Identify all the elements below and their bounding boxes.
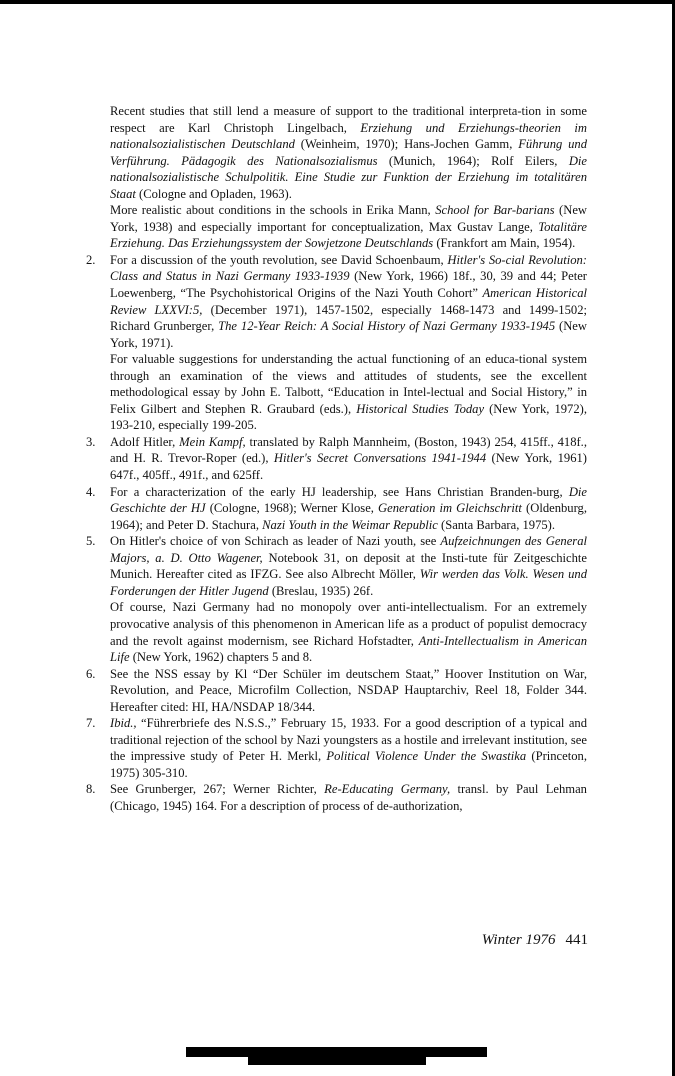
text-segment: (Frankfort am Main, 1954). [433,236,576,251]
footnote-body [110,666,587,716]
footnote-paragraph [110,666,587,716]
text-segment: For a discussion of the youth revolution, see David Schoenbaum, [110,252,448,267]
footnotes-section [86,103,587,815]
text-segment: (Princeton, 1975) 305-310. [110,749,587,780]
text-segment: (Santa Barbara, 1975). [437,517,556,532]
text-segment: On Hitler's choice of von Schirach as leader of Nazi youth, see [110,534,441,549]
italic-title: Anti-Intellectualism in American Life [110,633,587,665]
text-segment: (New York, 1938) and especially important for conceptualization, Max Gustav Lange, [110,203,588,234]
italic-title: American Historical Review LXXVI:5, [110,286,587,317]
text-segment: For a characterization of the early HJ leadership, see Hans Christian Branden-burg, [110,484,569,499]
footnote-body [110,434,587,484]
text-segment: (New York, 1972), 193-210, especially 199-205. [110,401,587,433]
footnote-body [110,781,587,814]
footnote-body [110,715,587,781]
text-segment: See the NSS essay by Kl “Der Schüler im deutschem Staat,” Hoover Institution on War, Revolution, and Peace, Microfilm Collection, NSDAP Hauptarchiv, Reel 18, Folder 344. Hereafter cited: HI, HA/NSDAP 18/344. [110,666,587,714]
text-segment: (Munich, 1964); Rolf Eilers, [377,153,569,168]
italic-title: Hitler's Secret Conversations 1941-1944 [273,451,487,466]
text-segment: Notebook 31, on deposit at the Insti-tute für Zeitgeschichte Munich. Hereafter cited as IFZG. See also Albrecht Möller, [110,550,587,582]
italic-title: Hitler's So-cial Revolution: Class and Status in Nazi Germany 1933-1939 [110,252,587,284]
page-footer [482,932,588,949]
italic-title: Totalitäre Erziehung. Das Erziehungssystem der Sowjetzone Deutschlands [110,219,587,251]
footnote-number: 8. [86,782,96,797]
footnote-paragraph [110,781,587,814]
italic-title: Historical Studies Today [356,401,485,416]
text-segment: (New York, 1966) 18f., 30, 39 and 44; Peter Loewenberg, “The Psychohistorical Origins of the Nazi Youth Cohort” [110,269,587,301]
italic-title: Wir werden das Volk. Wesen und Forderungen der Hitler Jugend [110,567,587,598]
text-segment: Recent studies that still lend a measure of support to the traditional interpreta-tion in some respect are Karl Christoph Lingelbach, [110,104,587,135]
footnote-paragraph [110,202,587,252]
text-segment: For valuable suggestions for understanding the actual functioning of an educa-tional system through an examination of the views and attitudes of students, see the excellent methodological essay by John E. Talbott, “Education in Intel-lectual and Social History,” in Felix Gilbert and Stephen R. Graubard (eds.), [110,352,587,416]
italic-title: School for Bar-barians [435,203,555,218]
journal-issue: Winter 1976 [481,932,556,948]
footnote-paragraph [110,252,587,351]
scan-bar-bottom [248,1057,426,1065]
scan-bar-top [186,1047,487,1057]
italic-title: The 12-Year Reich: A Social History of Nazi Germany 1933-1945 [218,319,556,334]
footnote-paragraph [110,351,587,434]
footnote-number: 3. [86,434,96,449]
footnote [86,252,587,434]
text-segment: (Breslau, 1935) 26f. [268,583,374,598]
text-segment: (New York, 1971). [110,319,587,350]
footnote-body [110,252,587,434]
text-segment: (Weinheim, 1970); Hans-Jochen Gamm, [294,137,519,152]
footnote-paragraph [110,715,587,781]
footnote [86,533,587,665]
page-number: 441 [565,932,588,948]
italic-title: Die Geschichte der HJ [110,484,587,516]
text-segment: (Oldenburg, 1964); and Peter D. Stachura, [110,501,588,532]
text-segment: Adolf Hitler, [110,434,180,449]
footnote [86,666,587,716]
text-segment: See Grunberger, 267; Werner Richter, [110,782,325,797]
text-segment: “Führerbriefe des N.S.S.,” February 15, 1933. For a good description of a typical and traditional rejection of the school by Nazi youngsters as a hostile and irrelevant institution, see the impressive study of Peter H. Merkl, [110,716,587,764]
footnote-paragraph [110,599,587,665]
footnote-paragraph [110,484,587,534]
italic-title: Führung und Verführung. Pädagogik des Nationalsozialismus [110,137,587,168]
footnote [86,103,587,252]
footnote [86,715,587,781]
italic-title: Nazi Youth in the Weimar Republic [262,517,438,532]
text-segment: (New York, 1962) chapters 5 and 8. [129,650,313,665]
italic-title: Political Violence Under the Swastika [326,749,527,764]
footnote [86,781,587,814]
footnote-paragraph [110,103,587,202]
italic-title: Die nationalsozialistische Schulpolitik. Eine Studie zur Funktion der Erziehung im totalitären Staat [110,153,587,201]
text-segment: (December 1971), 1457-1502, especially 1468-1473 and 1499-1502; Richard Grunberger, [110,302,587,334]
italic-title: Mein Kampf, [179,434,246,449]
italic-title: Erziehung und Erziehungs-theorien im nationalsozialistischen Deutschland [110,120,587,152]
text-segment: transl. by Paul Lehman (Chicago, 1945) 164. For a description of process of de-authorization, [110,782,587,813]
footnote [86,434,587,484]
text-segment: (Cologne and Opladen, 1963). [135,186,292,201]
text-segment: More realistic about conditions in the schools in Erika Mann, [110,203,436,218]
footnote-number: 4. [86,484,96,499]
footnote-body [110,484,587,534]
footnote-number: 5. [86,534,96,549]
italic-title: Aufzeichnungen des General Majors, a. D. Otto Wagener, [110,534,588,565]
footnote-body [110,533,587,665]
footnote-number: 7. [86,716,96,731]
italic-title: Re-Educating Germany, [324,782,451,797]
text-segment: (New York, 1961) 647f., 405ff., 491f., and 625ff. [110,451,587,483]
footnote-body [110,103,587,252]
scan-edge-top [0,0,675,4]
text-segment: translated by Ralph Mannheim, (Boston, 1943) 254, 415ff., 418f., and H. R. Trevor-Roper (ed.), [110,434,587,466]
italic-title: Generation im Gleichschritt [378,501,522,516]
footnote-number: 2. [86,252,96,267]
footnote [86,484,587,534]
footnote-paragraph [110,533,587,599]
text-segment: (Cologne, 1968); Werner Klose, [205,501,379,516]
footnote-paragraph [110,434,587,484]
text-segment: Of course, Nazi Germany had no monopoly over anti-intellectualism. For an extremely provocative analysis of this phenomenon in American life as a product of populist democracy and the revolt against modernism, see Richard Hofstadter, [110,600,587,648]
italic-title: Ibid., [110,716,137,731]
footnote-number: 6. [86,666,96,681]
